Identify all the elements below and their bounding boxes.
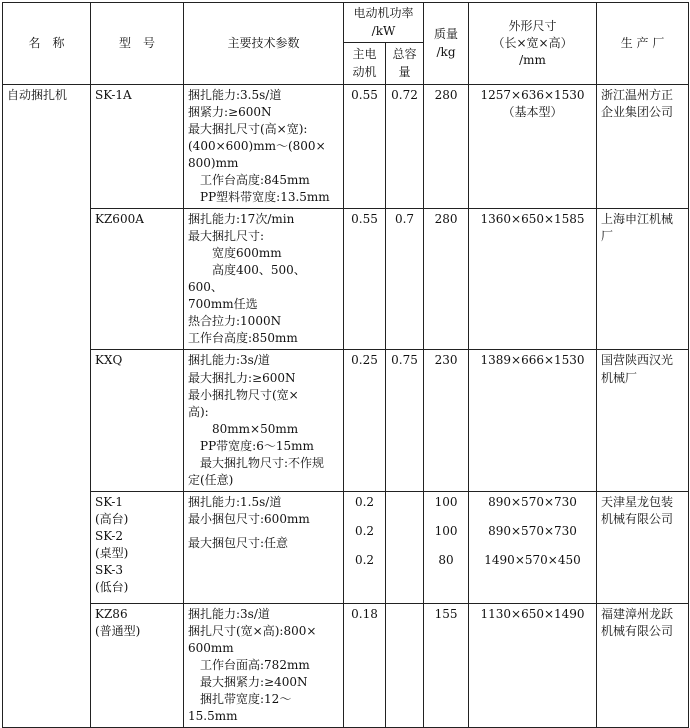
power-total-cell: 0.75 — [386, 350, 424, 491]
table-row — [3, 350, 689, 491]
params-cell: 捆扎能力:1.5s/道 最小捆包尺寸:600mm 最大捆包尺寸:任意 — [184, 491, 344, 603]
params-cell: 捆扎能力:3.5s/道 捆紧力:≥600N 最大捆扎尺寸(高×宽): (400×600)mm～(800× 800)mm 工作台高度:845mm PP塑料带宽度:13.5mm — [184, 85, 344, 209]
params-cell: 捆扎能力:17次/min 最大捆扎尺寸: 宽度600mm 高度400、500、600、 700mm任选 热合拉力:1000N 工作台高度:850mm — [184, 209, 344, 350]
mass-cell: 100 100 80 — [424, 491, 469, 603]
maker-cell: 福建漳州龙跃机械有限公司 — [597, 603, 689, 727]
params-cell: 捆扎能力:3s/道 最大捆扎力:≥600N 最小捆扎物尺寸(宽× 高): 80mm×50mm PP带宽度:6～15mm 最大捆扎物尺寸:不作规 定(任意) — [184, 350, 344, 491]
power-total-cell — [386, 603, 424, 727]
power-total-cell — [386, 491, 424, 603]
power-main-cell: 0.25 — [344, 350, 386, 491]
power-total-cell: 0.72 — [386, 85, 424, 209]
mass-cell: 155 — [424, 603, 469, 727]
mass-cell: 280 — [424, 85, 469, 209]
power-total-cell: 0.7 — [386, 209, 424, 350]
model-cell: SK-1A — [91, 85, 184, 209]
header-model: 型 号 — [91, 3, 184, 85]
table-row — [3, 209, 689, 350]
params-cell: 捆扎能力:3s/道 捆扎尺寸(宽×高):800× 600mm 工作台面高:782mm 最大捆紧力:≥400N 捆扎带宽度:12～15.5mm — [184, 603, 344, 727]
mass-cell: 230 — [424, 350, 469, 491]
power-main-cell: 0.18 — [344, 603, 386, 727]
header-dims: 外形尺寸 （长×宽×高） /mm — [469, 3, 597, 85]
dims-cell: 1257×636×1530 （基本型） — [469, 85, 597, 209]
model-cell: KZ86 (普通型) — [91, 603, 184, 727]
dims-cell: 1389×666×1530 — [469, 350, 597, 491]
dims-cell: 1360×650×1585 — [469, 209, 597, 350]
model-cell: KZ600A — [91, 209, 184, 350]
dims-cell: 1130×650×1490 — [469, 603, 597, 727]
model-cell: KXQ — [91, 350, 184, 491]
category-cell: 自动捆扎机 — [3, 85, 91, 728]
table-row — [3, 491, 689, 603]
maker-cell: 天津星龙包装机械有限公司 — [597, 491, 689, 603]
power-main-cell: 0.55 — [344, 209, 386, 350]
model-cell: SK-1 (高台) SK-2 (桌型) SK-3 (低台) — [91, 491, 184, 603]
header-power: 电动机功率 /kW — [344, 3, 424, 43]
power-main-cell: 0.2 0.2 0.2 — [344, 491, 386, 603]
header-power-total: 总容量 — [386, 43, 424, 85]
table-row — [3, 603, 689, 727]
dims-cell: 890×570×730 890×570×730 1490×570×450 — [469, 491, 597, 603]
maker-cell: 浙江温州方正企业集团公司 — [597, 85, 689, 209]
header-maker: 生 产 厂 — [597, 3, 689, 85]
table-row — [3, 85, 689, 209]
maker-cell: 国营陕西汉光机械厂 — [597, 350, 689, 491]
maker-cell: 上海申江机械厂 — [597, 209, 689, 350]
header-name: 名 称 — [3, 3, 91, 85]
packing-machine-spec-table — [2, 2, 689, 728]
mass-cell: 280 — [424, 209, 469, 350]
header-power-main: 主电 动机 — [344, 43, 386, 85]
header-params: 主要技术参数 — [184, 3, 344, 85]
header-mass: 质量 /kg — [424, 3, 469, 85]
power-main-cell: 0.55 — [344, 85, 386, 209]
